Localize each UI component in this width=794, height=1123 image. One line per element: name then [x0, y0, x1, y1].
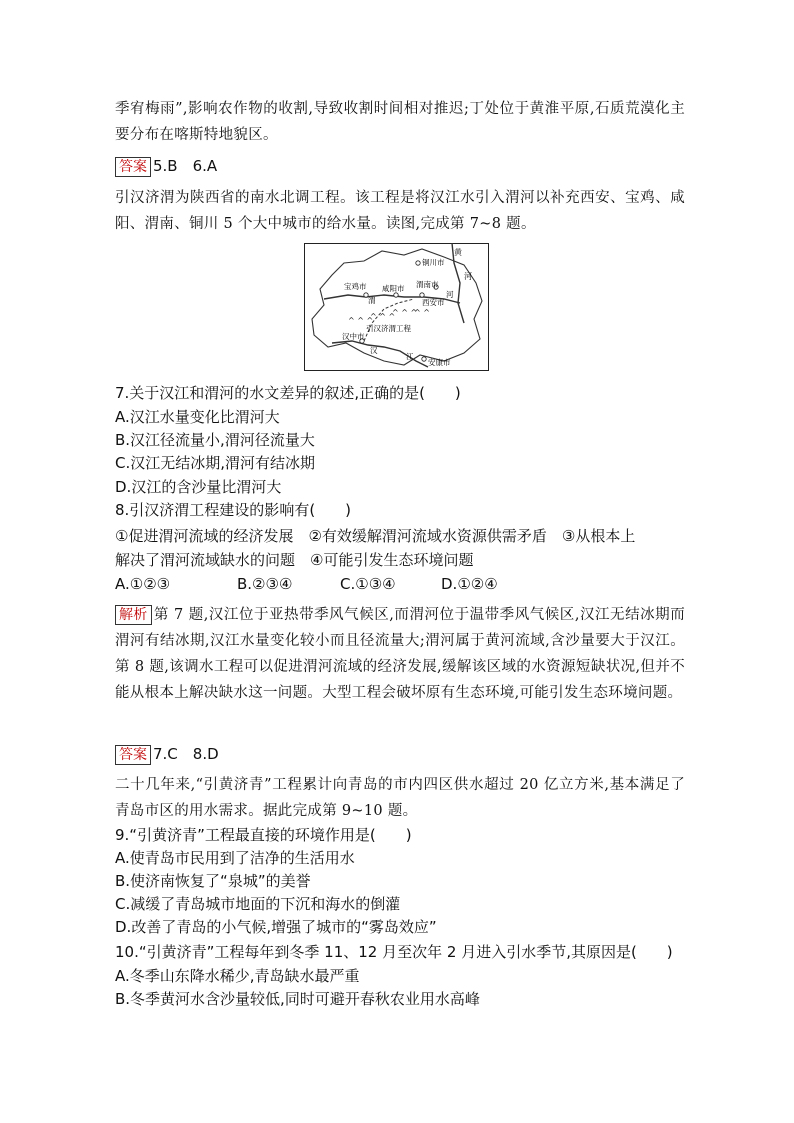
analysis-tag: 解析 — [115, 605, 152, 625]
q10-stem: 10.“引黄济青”工程每年到冬季 11、12 月至次年 2 月进入引水季节,其原因是( ) — [115, 943, 673, 961]
map-label-weinan: 渭南市 — [416, 280, 439, 289]
yinhanjiwei-map — [304, 243, 489, 371]
map-label-project: 引汉济渭工程 — [366, 324, 411, 333]
svg-text:^ ^ ^: ^ ^ ^ — [392, 308, 418, 317]
q9-option-c: C.减缓了青岛城市地面的下沉和海水的倒灌 — [115, 895, 401, 913]
q9-stem: 9.“引黄济青”工程最直接的环境作用是( ) — [115, 826, 412, 844]
q8-option-d: D.①②④ — [441, 575, 498, 593]
answer-row-7-8 — [115, 744, 219, 765]
q9-option-d: D.改善了青岛的小气候,增强了城市的“雾岛效应” — [115, 918, 437, 936]
q7-stem: 7.关于汉江和渭河的水文差异的叙述,正确的是( ) — [115, 384, 461, 402]
q7-option-c: C.汉江无结冰期,渭河有结冰期 — [115, 454, 316, 472]
q10-option-a: A.冬季山东降水稀少,青岛缺水最严重 — [115, 967, 360, 985]
map-label-baoji: 宝鸡市 — [344, 282, 367, 291]
q8-statements-line2: 解决了渭河流域缺水的问题 ④可能引发生态环境问题 — [115, 551, 474, 569]
map-label-he2: 河 — [446, 290, 454, 299]
q9-option-a: A.使青岛市民用到了洁净的生活用水 — [115, 849, 355, 867]
answer-text: 7.C 8.D — [153, 745, 219, 763]
svg-text:^ ^ ^: ^ ^ ^ — [370, 312, 396, 321]
q8-option-b: B.②③④ — [237, 575, 293, 593]
map-label-jiang: 江 — [406, 352, 414, 361]
q7-option-b: B.汉江径流量小,渭河径流量大 — [115, 431, 315, 449]
q7-option-d: D.汉江的含沙量比渭河大 — [115, 478, 282, 496]
q8-statements-line1: ①促进渭河流域的经济发展 ②有效缓解渭河流域水资源供需矛盾 ③从根本上 — [115, 527, 636, 545]
svg-text:^ ^ ^: ^ ^ ^ — [348, 316, 374, 325]
q8-option-c: C.①③④ — [340, 575, 396, 593]
q8-options — [115, 573, 498, 595]
answer-text: 5.B 6.A — [153, 157, 218, 175]
answer-row-5-6 — [115, 156, 217, 177]
q7-option-a: A.汉江水量变化比渭河大 — [115, 408, 280, 426]
q8-stem: 8.引汉济渭工程建设的影响有( ) — [115, 501, 352, 519]
answer-tag: 答案 — [115, 157, 151, 177]
map-label-hanzhong: 汉中市 — [342, 332, 365, 341]
analysis-paragraph — [115, 602, 685, 706]
map-label-huang: 黄 — [454, 248, 462, 257]
q10-option-b: B.冬季黄河水含沙量较低,同时可避开春秋农业用水高峰 — [115, 990, 480, 1008]
analysis-text: 第 7 题,汉江位于亚热带季风气候区,而渭河位于温带季风气候区,汉江无结冰期而渭河有结冰期,汉江水量变化较小而且径流量大;渭河属于黄河流域,含沙量要大于汉江。第 8 题,该调水工程可以促进渭河流域的经济发展,缓解该区域的水资源短缺状况,但并不能从根本上解决缺水这一问题。大型工程会破坏原有生态环境,可能引发生态环境问题。 — [115, 607, 685, 701]
intro-paragraph-7-8: 引汉济渭为陕西省的南水北调工程。该工程是将汉江水引入渭河以补充西安、宝鸡、咸阳、渭南、铜川 5 个大中城市的给水量。读图,完成第 7~8 题。 — [115, 190, 685, 232]
map-label-xian: 西安市 — [422, 298, 445, 307]
q9-option-b: B.使济南恢复了“泉城”的美誉 — [115, 872, 311, 890]
answer-tag: 答案 — [115, 745, 151, 765]
map-label-tongchuan: 铜川市 — [422, 258, 445, 267]
map-label-han: 汉 — [370, 346, 378, 355]
map-label-ankang: 安康市 — [428, 358, 451, 367]
map-frame — [305, 244, 489, 371]
svg-text:^ ^: ^ ^ — [414, 308, 430, 317]
intro-paragraph-9-10: 二十几年来,“引黄济青”工程累计向青岛的市内四区供水超过 20 亿立方米,基本满足了青岛市区的用水需求。据此完成第 9~10 题。 — [115, 777, 685, 819]
q8-option-a: A.①②③ — [115, 575, 171, 593]
map-label-xianyang: 咸阳市 — [382, 284, 405, 293]
continuation-paragraph: 季宥梅雨”,影响农作物的收割,导致收割时间相对推迟;丁处位于黄淮平原,石质荒漠化主要分布在喀斯特地貌区。 — [115, 101, 685, 143]
map-label-he: 河 — [464, 272, 472, 281]
map-label-wei: 渭 — [368, 296, 376, 305]
